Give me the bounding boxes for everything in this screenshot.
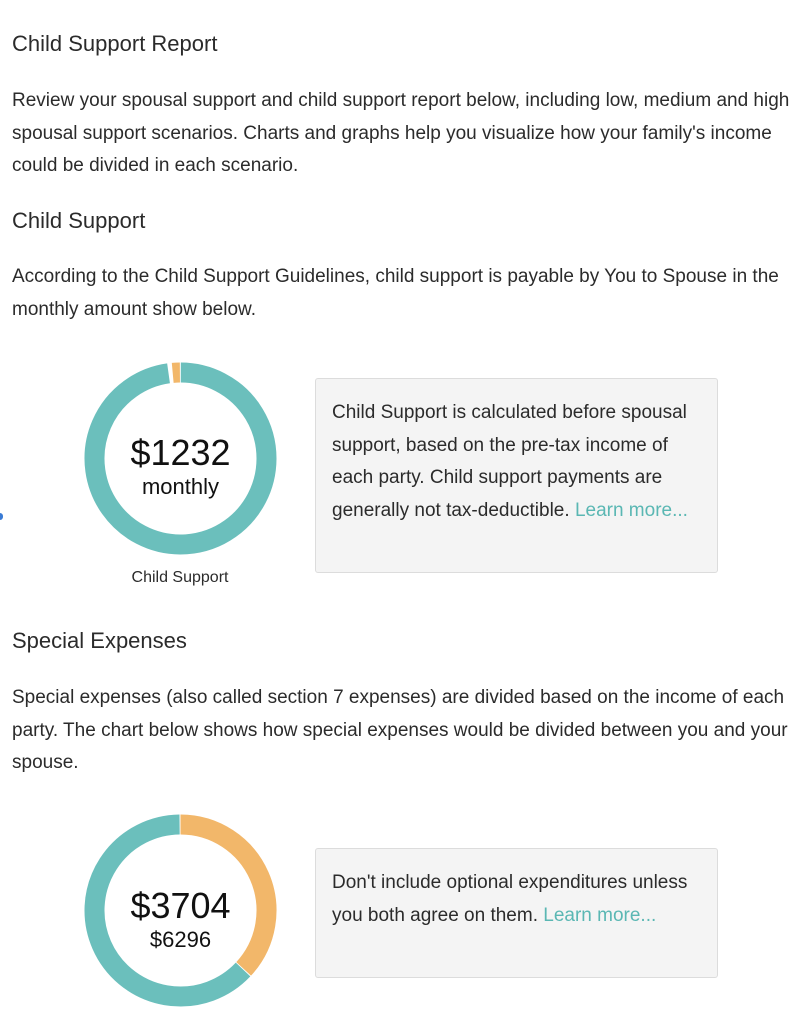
child-support-donut xyxy=(84,362,277,555)
special-expenses-heading: Special Expenses xyxy=(12,628,187,653)
child-support-chart-caption: Child Support xyxy=(131,569,229,586)
child-support-description: According to the Child Support Guidelines, child support is payable by You to Spouse in the monthly amount show below. xyxy=(12,266,779,320)
child-support-info-box xyxy=(315,378,718,573)
special-expenses-description: Special expenses (also called section 7 expenses) are divided based on the income of each party. The chart below shows how special expenses would be divided between you and your spouse. xyxy=(12,687,788,773)
special-expenses-amount-you: $3704 xyxy=(130,885,231,926)
scroll-position-marker xyxy=(0,513,3,520)
special-expenses-info-text: Don't include optional expenditures unless you both agree on them. xyxy=(332,872,688,926)
report-title: Child Support Report xyxy=(12,31,218,56)
special-expenses-info-box xyxy=(315,848,718,978)
special-expenses-donut xyxy=(84,814,277,1007)
special-expenses-amount-spouse: $6296 xyxy=(149,927,212,952)
special-expenses-learn-more-link[interactable]: Learn more... xyxy=(543,904,657,926)
child-support-info-text: Child Support is calculated before spousal support, based on the pre-tax income of each party. Child support payments are generally not tax-deductible. xyxy=(332,402,687,521)
report-intro: Review your spousal support and child support report below, including low, medium and high spousal support scenarios. Charts and graphs help you visualize how your family's income could be divided in each scenario. xyxy=(12,90,790,176)
child-support-amount: $1232 xyxy=(130,432,231,473)
child-support-heading: Child Support xyxy=(12,208,146,233)
child-support-learn-more-link[interactable]: Learn more... xyxy=(574,499,688,521)
child-support-period: monthly xyxy=(141,474,220,499)
